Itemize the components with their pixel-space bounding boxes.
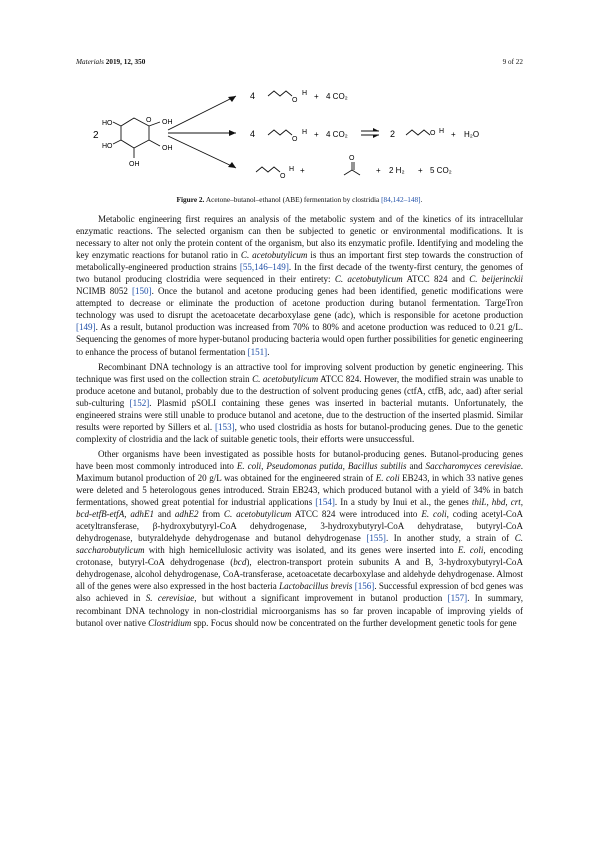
svg-text:O: O xyxy=(292,136,298,143)
citation-link[interactable]: [155] xyxy=(366,533,386,544)
arrow-acetone xyxy=(168,136,236,168)
citation-link[interactable]: [149] xyxy=(76,322,96,333)
svg-text:HO: HO xyxy=(102,120,113,127)
svg-text:4: 4 xyxy=(250,129,256,139)
arrow-butanol xyxy=(168,96,236,130)
svg-text:O: O xyxy=(349,155,355,162)
svg-text:4: 4 xyxy=(250,91,256,101)
svg-text:O: O xyxy=(146,117,152,124)
svg-text:+: + xyxy=(451,130,456,139)
citation-link[interactable]: [156] xyxy=(354,581,375,592)
svg-text:4 CO₂: 4 CO₂ xyxy=(326,92,348,101)
citation-link[interactable]: [154] xyxy=(315,497,335,508)
citation-link[interactable]: [84,142–148] xyxy=(381,195,421,204)
page-header xyxy=(76,58,523,66)
svg-text:+: + xyxy=(376,166,381,175)
figure-caption: Figure 2. Acetone–butanol–ethanol (ABE) fermentation by clostridia [84,142–148]. xyxy=(176,195,423,204)
paragraph-2: Recombinant DNA technology is an attractive tool for improving solvent production by genetic engineering. This technique was first used on the collection strain C. acetobutylicum ATCC 824. However, the modified strain was unable to produce acetone and butanol, probably due to the destruction of solvent producing genes (ctfA, ctfB, adc, aad) after serial sub-culturing [152]. Plasmid pSOLI containing these genes was inserted in bacterial mutants. Unfortunately, the engineered strains were still unable to produce butanol and acetone, due to the destruction of the inserted plasmid. Similar results were reported by Sillers et al. [153], who used clostridia as hosts for butanol-producing genes. Due to the genetic complexity of clostridia and the lack of suitable genetic tools, their efforts were unsuccessful. xyxy=(76,361,523,444)
svg-text:O: O xyxy=(280,173,286,180)
svg-text:4 CO₂: 4 CO₂ xyxy=(326,130,348,139)
svg-text:HO: HO xyxy=(102,143,113,150)
glucose-coefficient: 2 xyxy=(93,130,99,141)
glucose-ring xyxy=(121,118,149,148)
svg-text:O: O xyxy=(292,97,298,104)
svg-text:OH: OH xyxy=(129,161,140,168)
page-number: 9 of 22 xyxy=(502,58,523,66)
abe-fermentation-scheme xyxy=(76,82,523,190)
paragraph-3: Other organisms have been investigated as possible hosts for butanol-producing genes. Butanol-producing genes have been most commonly introduced into E. coli, Pseudomonas putida, Bacillus subtilis and Saccharomyces cerevisiae. Maximum butanol production of 20 g/L was obtained for the engineered strain of E. coli EB243, in which 33 native genes were deleted and 5 heterologous genes introduced. Strain EB243, which produced butanol with a yield of 34% in batch fermentations, showed great potential for industrial applications [154]. In a study by Inui et al., the genes thiL, hbd, crt, bcd-etfB-etfA, adhE1 and adhE2 from C. acetobutylicum ATCC 824 were introduced into E. coli, coding acetyl-CoA acetyltransferase, β-hydroxybutyryl-CoA dehydrogenase, 3-hydroxybutyryl-CoA dehydratase, butyryl-CoA dehydrogenase, butyraldehyde dehydrogenase and butanol dehydrogenase [155]. In another study, a strain of C. saccharobutylicum with high hemicellulosic activity was isolated, and its genes were inserted into E. coli, encoding crotonase, butyryl-CoA dehydrogenase (bcd), electron-transport protein subunits A and B, 3-hydroxybutyryl-CoA dehydrogenase, alcohol dehydrogenase, CoA-transferase, acetoacetate decarboxylase and aldehyde dehydrogenase. Almost all of the genes were also expressed in the host bacteria Lactobacillus brevis [156]. Successful expression of bcd genes was also achieved in S. cerevisiae, but without a significant improvement in butanol production [157]. In summary, recombinant DNA technology in non-clostridial microorganisms has so far proven incapable of improving yields of butanol over native Clostridium spp. Focus should now be concentrated on the further development genetic tools for gene xyxy=(76,448,524,628)
svg-text:+: + xyxy=(314,130,319,139)
citation-link[interactable]: [152] xyxy=(129,397,150,408)
svg-text:2 H₂: 2 H₂ xyxy=(389,166,405,175)
citation-link[interactable]: [153] xyxy=(215,421,235,432)
citation-link[interactable]: [55,146–149] xyxy=(239,262,289,273)
svg-text:H: H xyxy=(302,129,308,136)
citation-link[interactable]: [151] xyxy=(247,346,268,357)
svg-text:2: 2 xyxy=(390,129,396,139)
svg-text:O: O xyxy=(430,130,436,137)
svg-text:+: + xyxy=(300,166,305,175)
citation-link[interactable]: [157] xyxy=(447,593,468,604)
citation-link[interactable]: [150] xyxy=(131,286,152,297)
svg-text:H₂O: H₂O xyxy=(464,130,480,139)
svg-text:OH: OH xyxy=(162,119,173,126)
svg-text:H: H xyxy=(302,90,308,97)
svg-text:+: + xyxy=(418,166,423,175)
svg-text:H: H xyxy=(289,166,295,173)
svg-text:H: H xyxy=(439,128,445,135)
journal-name: Materials 2019, 12, 350 xyxy=(76,58,146,66)
body-text xyxy=(76,213,523,632)
svg-text:+: + xyxy=(314,92,319,101)
paragraph-1: Metabolic engineering first requires an analysis of the metabolic system and of the kinetics of its intracellular enzymatic reactions. The selected organism can then be subjected to genetic or environmental modifications. It is necessary to alter not only the protein content of the organism, but also its enzymatic profile. Identifying and modeling the key enzymatic reactions for butanol ratio in C. acetobutylicum is thus an important first step towards the construction of metabolically-engineered production strains [55,146–149]. In the first decade of the twenty-first century, the genomes of two butanol producing clostridia were sequenced in their entirety: C. acetobutylicum ATCC 824 and C. beijerinckii NCIMB 8052 [150]. Once the butanol and acetone producing genes had been identified, genetic modifications were attempted to decrease or eliminate the production of acetone production during butanol fermentation. TargeTron technology was used to disrupt the acetoacetate decarboxylase gene (adc), which is responsible for acetone production [149]. As a result, butanol production was increased from 70% to 80% and acetone production was reduced to 0.21 g/L. Sequencing the genomes of more hyper-butanol producing bacteria would open further possibilities for genetic engineering to enhance the process of butanol fermentation [151]. xyxy=(76,214,523,357)
svg-text:5 CO₂: 5 CO₂ xyxy=(430,166,452,175)
svg-text:OH: OH xyxy=(162,145,173,152)
figure-label: Figure 2. xyxy=(176,195,205,204)
